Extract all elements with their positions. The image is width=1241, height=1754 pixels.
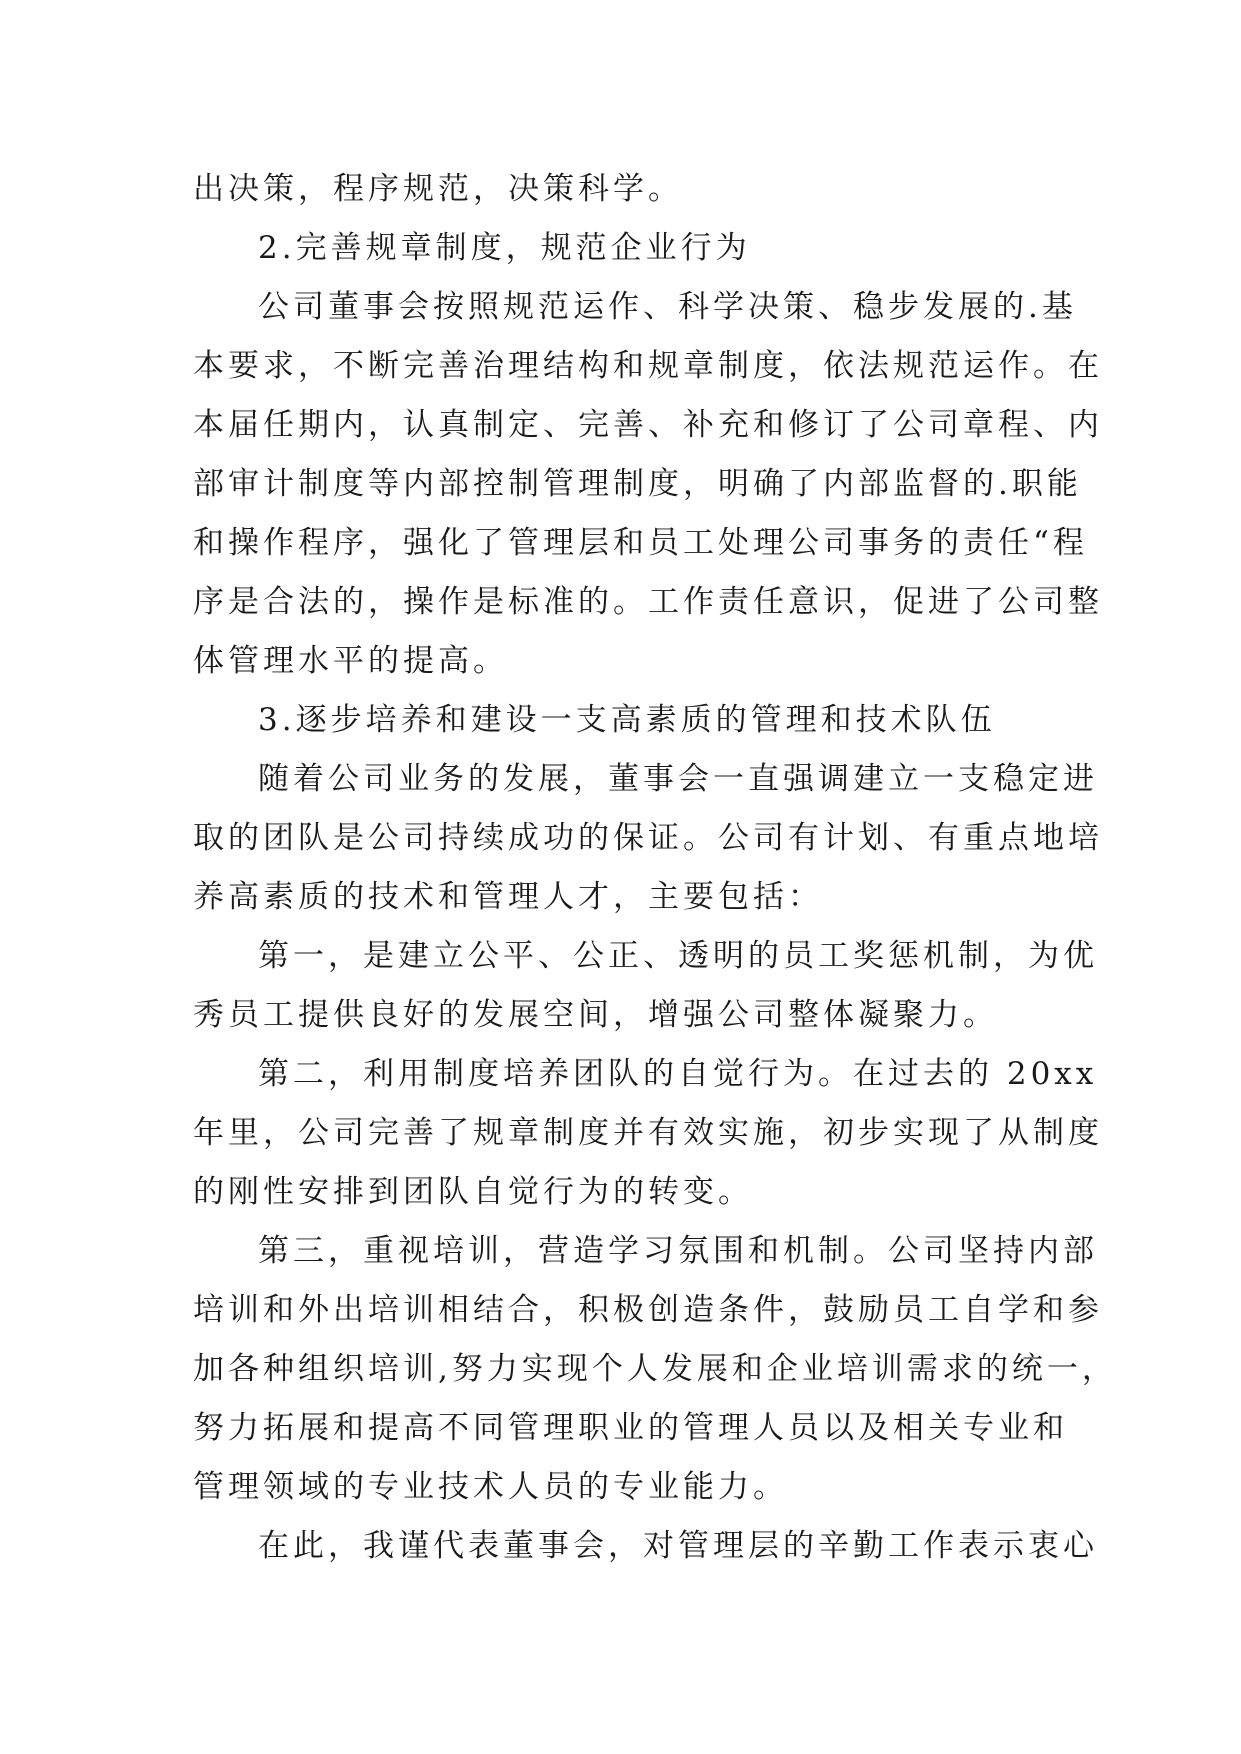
text-line: 和操作程序，强化了管理层和员工处理公司事务的责任“程 xyxy=(193,525,1088,561)
text-line: 的刚性安排到团队自觉行为的转变。 xyxy=(193,1174,753,1210)
text-line: 序是合法的，操作是标准的。工作责任意识，促进了公司整 xyxy=(193,584,1103,620)
text-line: 培训和外出培训相结合，积极创造条件，鼓励员工自学和参 xyxy=(193,1292,1103,1328)
text-line: 秀员工提供良好的发展空间，增强公司整体凝聚力。 xyxy=(193,997,998,1033)
text-line: 加各种组织培训,努力实现个人发展和企业培训需求的统一， xyxy=(193,1351,1117,1387)
text-line: 管理领域的专业技术人员的专业能力。 xyxy=(193,1469,788,1505)
text-line: 第三，重视培训，营造学习氛围和机制。公司坚持内部 xyxy=(258,1233,1098,1269)
document-body xyxy=(193,160,1117,1576)
text-line: 公司董事会按照规范运作、科学决策、稳步发展的.基 xyxy=(258,289,1077,325)
text-line: 取的团队是公司持续成功的保证。公司有计划、有重点地培 xyxy=(193,820,1103,856)
section-heading: 2.完善规章制度，规范企业行为 xyxy=(258,230,751,266)
text-line: 本要求，不断完善治理结构和规章制度，依法规范运作。在 xyxy=(193,348,1103,384)
text-line: 随着公司业务的发展，董事会一直强调建立一支稳定进 xyxy=(258,761,1098,797)
text-line: 努力拓展和提高不同管理职业的管理人员以及相关专业和 xyxy=(193,1410,1068,1446)
section-heading: 3.逐步培养和建设一支高素质的管理和技术队伍 xyxy=(258,702,996,738)
text-line: 养高素质的技术和管理人才，主要包括： xyxy=(193,879,823,915)
text-line: 年里，公司完善了规章制度并有效实施，初步实现了从制度 xyxy=(193,1115,1103,1151)
text-line: 第一，是建立公平、公正、透明的员工奖惩机制，为优 xyxy=(258,938,1098,974)
text-line: 出决策，程序规范，决策科学。 xyxy=(193,171,683,207)
text-line: 第二，利用制度培养团队的自觉行为。在过去的 20xx xyxy=(258,1056,1098,1092)
text-line: 体管理水平的提高。 xyxy=(193,643,508,679)
text-line: 在此，我谨代表董事会，对管理层的辛勤工作表示衷心 xyxy=(258,1528,1098,1564)
text-line: 本届任期内，认真制定、完善、补充和修订了公司章程、内 xyxy=(193,407,1103,443)
text-line: 部审计制度等内部控制管理制度，明确了内部监督的.职能 xyxy=(193,466,1082,502)
